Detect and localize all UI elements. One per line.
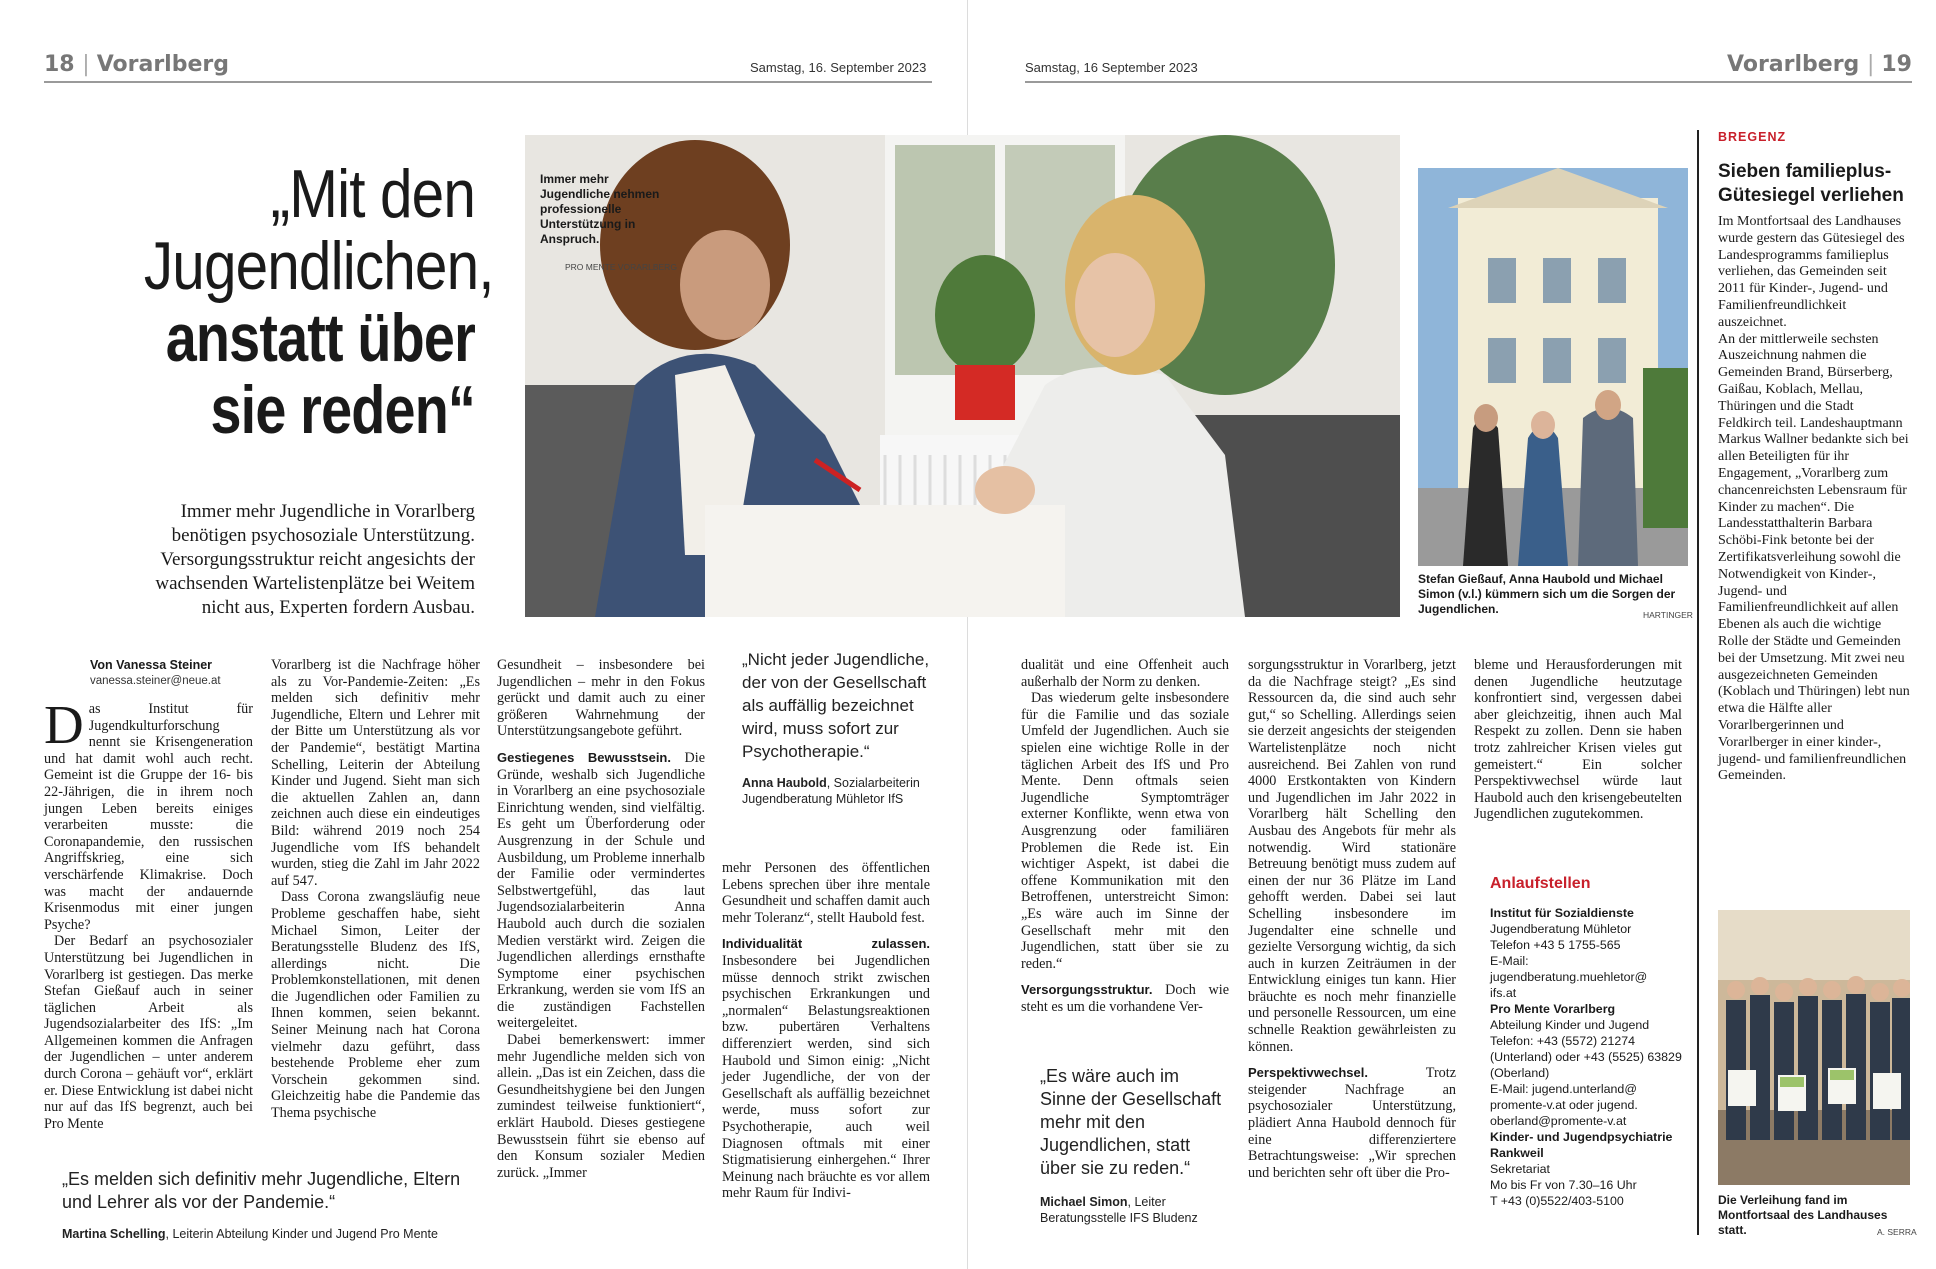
info-box bbox=[1490, 875, 1690, 1209]
group-photo bbox=[1718, 910, 1910, 1185]
article-lead: Immer mehr Jugendliche in Vorarlberg benötigen psychosoziale Unterstützung. Versorgungsstruktur reicht angesichts der wachsenden Wartelistenplätze bei Weitem nicht aus, Experten fordern Ausbau. bbox=[155, 501, 475, 618]
quote-text: „Es melden sich definitiv mehr Jugendliche, Eltern und Lehrer als vor der Pandemie.“ bbox=[62, 1169, 461, 1212]
paragraph: Gesundheit – insbesondere bei Jugendlichen – mehr in den Fokus gerückt und damit auch zu einer größeren Wahrnehmung der Unterstützungsangebote geführt. bbox=[497, 657, 705, 740]
author-email: vanessa.steiner@neue.at bbox=[90, 675, 221, 687]
info-line: Telefon: +43 (5572) 21274 (Unterland) oder +43 (5525) 63829 (Oberland) bbox=[1490, 1034, 1682, 1080]
paragraph: mehr Personen des öffentlichen Lebens sprechen über ihre mentale Gesundheit und schaffen damit auch mehr Toleranz“, stellt Haubold fest. bbox=[722, 860, 930, 926]
sidebar-divider bbox=[1697, 130, 1699, 1235]
paragraph: bleme und Herausforderungen mit denen Jugendliche heutzutage konfrontiert sind, vergessen dabei aber gleichzeitig, ihnen auch Mal Respekt zu zollen. Denn sie haben trotz zahlreicher Krisen vieles gut gemeistert.“ Ein solcher Perspektivwechsel würde laut Haubold auch den krisengebeutelten Jugendlichen zugutekommen. bbox=[1474, 657, 1682, 823]
section-name: Vorarlberg bbox=[1727, 52, 1860, 77]
pull-quote bbox=[1040, 1065, 1230, 1226]
quote-role: , Sozialarbeiterin Jugendberatung Mühletor IfS bbox=[742, 776, 920, 806]
paragraph: sorgungsstruktur in Vorarlberg, jetzt da die Nachfrage steigt? „Es sind Ressourcen da, die sind auch sehr gut,“ so Schelling. Allerdings seien sie derzeit angesichts der steigenden Wartelistenplätze noch nicht ausreichend. Bei Zahlen von rund 4000 Erstkontakten von Kindern und Jugendlichen im Jahr 2022 in Vorarlberg hält Schelling den Ausbau des Angebots für mehr als notwendig. Wird stationäre Betreuung benötigt muss zudem auf einen der nur 36 Plätze im Land gehofft werden. Dabei sei laut Schelling insbesondere im Jugendalter eine schnelle und gezielte Versorgung wichtig, da sich auch in kurzen Zeiträumen in der Entwicklung einiges tun kann. Hier bräuchte es noch mehr finanzielle und personelle Ressourcen, um eine schnelle Reaktion gewährleisten zu können. bbox=[1248, 657, 1456, 1055]
paragraph: as Institut für Jugendkulturforschung nennt sie Krisengeneration und hat damit wohl auch recht. Gemeint ist die Gruppe der 16- bis 22-Jährigen, die in ihrem noch jungen Leben bereits einiges verarbeiten musste: die Coronapandemie, den russischen Angriffskrieg, eine sich verschärfende Klimakrise. Doch was macht der andauernde Krisenmodus mit einer jungen Psyche? bbox=[44, 701, 253, 933]
info-line: Telefon +43 5 1755-565 bbox=[1490, 938, 1621, 952]
paragraph: An der mittlerweile sechsten Auszeichnung nahmen die Gemeinden Brand, Bürserberg, Gaißau, Koblach, Mellau, Thüringen und die Stadt Feldkirch teil. Landeshauptmann Markus Wallner bedankte sich bei allen Beteiligten für ihr Engagement, „Vorarlberg zum chancenreichsten Lebensraum für Kinder zu machen“. Die Landesstatthalterin Barbara Schöbi-Fink betonte bei der Zertifikatsverleihung sowohl die Notwendigkeit von Kinder-, Jugend- und Familienfreundlichkeit auf allen Ebenen als auch die wichtige Rolle der Städte und Gemeinden bei der Umsetzung. Mit zwei neu ausgezeichneten Gemeinden (Koblach und Thüringen) lebt nun etwa die Hälfte aller Vorarlbergerinnen und Vorarlberger in einer kinder-, jugend- und familienfreundlichen Gemeinden. bbox=[1718, 331, 1910, 784]
quote-source bbox=[742, 775, 942, 807]
byline: Von Vanessa Steiner bbox=[90, 658, 213, 672]
headline-line: anstatt über bbox=[165, 300, 475, 376]
info-line: Institut für Sozialdienste bbox=[1490, 906, 1634, 920]
info-line: Kinder- und Jugendpsychiatrie Rankweil bbox=[1490, 1130, 1673, 1160]
quote-text: „Nicht jeder Jugendliche, der von der Gesellschaft als auffällig bezeichnet wird, muss sofort zur Psychotherapie.“ bbox=[742, 650, 930, 761]
right-page-header: Vorarlberg | 19 bbox=[1727, 52, 1912, 77]
drop-cap: D bbox=[44, 694, 84, 755]
pull-quote bbox=[742, 648, 942, 807]
photo-credit: PRO MENTE VORARLBERG bbox=[565, 262, 677, 272]
article-column bbox=[271, 657, 480, 1122]
article-column bbox=[44, 657, 253, 1132]
info-line: oberland@promente-v.at bbox=[1490, 1114, 1627, 1128]
article-column bbox=[1248, 657, 1456, 1181]
issue-date: Samstag, 16 September 2023 bbox=[1025, 60, 1198, 75]
subheading: Versorgungsstruktur. bbox=[1021, 982, 1153, 998]
info-line: T +43 (0)5522/403-5100 bbox=[1490, 1194, 1624, 1208]
photo-caption: Immer mehr Jugendliche nehmen professionelle Unterstützung in Anspruch. bbox=[540, 172, 660, 246]
article-column bbox=[722, 860, 930, 1202]
photo-caption: Stefan Gießauf, Anna Haubold und Michael Simon (v.l.) kümmern sich um die Sorgen der Jugendlichen. bbox=[1418, 572, 1676, 616]
paragraph: Trotz steigender Nachfrage an psychosozialer Unterstützung, plädiert Anna Haubold dennoch für eine differenziertere Betrachtungsweise: „Wir sprechen und berichten sehr oft über die Pro- bbox=[1248, 1065, 1456, 1181]
photo-caption: Die Verleihung fand im Montfortsaal des Landhauses statt. bbox=[1718, 1193, 1888, 1237]
quote-source bbox=[1040, 1194, 1230, 1226]
paragraph: Vorarlberg ist die Nachfrage höher als zu Vor-Pandemie-Zeiten: „Es melden sich definitiv mehr Jugendliche, Eltern und Lehrer mit der Bitte um Unterstützung als vor der Pandemie“, bestätigt Martina Schelling, Leiterin der Abteilung Kinder und Jugend. Sieht man sich die aktuellen Zahlen an, dann zeichnen auch diese ein eindeutiges Bild: während 2019 noch 254 Jugendliche vom IfS behandelt wurden, stieg die Zahl im Jahr 2022 auf 547. bbox=[271, 657, 480, 889]
paragraph: Doch wie steht es um die vorhandene Ver- bbox=[1021, 982, 1229, 1015]
paragraph: Dass Corona zwangsläufig neue Probleme geschaffen habe, sieht Michael Simon, Leiter der Beratungsstelle Bludenz des IfS, allerdings nicht. Die Problemkonstellationen, mit denen die Jugendlichen oder Familien zu Ihnen kommen, seien bekannt. Seiner Meinung nach hat Corona vielmehr dazu geführt, dass bestehende Probleme eher zum Vorschein gekommen sind. Gleichzeitig habe die Pandemie das Thema psychische bbox=[271, 889, 480, 1122]
quote-name: Anna Haubold bbox=[742, 776, 827, 790]
left-page-header: 18 | Vorarlberg bbox=[44, 52, 229, 77]
info-line: Mo bis Fr von 7.30–16 Uhr bbox=[1490, 1178, 1637, 1192]
page-number: 18 bbox=[44, 52, 75, 77]
quote-text: „Es wäre auch im Sinne der Gesellschaft mehr mit den Jugendlichen, statt über sie zu reden.“ bbox=[1040, 1066, 1222, 1178]
paragraph: dualität und eine Offenheit auch außerhalb der Norm zu denken. bbox=[1021, 657, 1229, 690]
info-box-body bbox=[1490, 905, 1690, 1209]
paragraph: Die Gründe, weshalb sich Jugendliche in Vorarlberg an eine psychosoziale Einrichtung wenden, sind vielfältig. Es geht um Überforderung oder Ausgrenzung in der Schule und Ausbildung, um Probleme innerhalb der Familie oder vermindertes Selbstwertgefühl, das laut Jugendsozialarbeiterin Anna Haubold auch durch die sozialen Medien verstärkt wird. Zeigen die Jugendlichen allerdings ernsthafte Symptome einer psychischen Erkrankung, werden sie vom IfS an die zuständigen Fachstellen weitergeleitet. bbox=[497, 749, 705, 1032]
subheading: Individualität zulassen. bbox=[722, 936, 930, 952]
header-rule bbox=[1025, 81, 1912, 83]
paragraph: Insbesondere bei Jugendlichen müsse dennoch strikt zwischen psychischen Erkrankungen und „normalen“ Belastungsreaktionen bzw. pubertären Verhaltens differenziert werden, sind sich Haubold und Simon einig: „Nicht jeder Jugendliche, der von der Gesellschaft als auffällig bezeichnet werde, muss sofort zur Psychotherapie, auch weil Diagnosen oftmals mit einer Stigmatisierung einhergehen.“ Ihrer Meinung nach bräuchte es vor allem mehr Raum für Indivi- bbox=[722, 952, 930, 1202]
info-line: promente-v.at oder jugend. bbox=[1490, 1098, 1638, 1112]
article-column bbox=[1474, 657, 1682, 823]
info-line: Abteilung Kinder und Jugend bbox=[1490, 1018, 1650, 1032]
subheading: Gestiegenes Bewusstsein. bbox=[497, 749, 671, 765]
headline-line: sie reden“ bbox=[210, 372, 475, 448]
issue-date: Samstag, 16. September 2023 bbox=[750, 60, 927, 75]
team-photo bbox=[1418, 168, 1688, 566]
info-line: E-Mail: jugend.unterland@ bbox=[1490, 1082, 1637, 1096]
paragraph: Das wiederum gelte insbesondere für die Familie und das soziale Umfeld der Jugendlichen. Auch sie spielen eine wichtige Rolle in der täglichen Arbeit des IfS und Pro Mente. Denn oftmals seien Jugendliche Symptomträger externer Konflikte, wenn etwa von Ausgrenzung oder familiären Problemen die Rede ist. Ein wichtiger Aspekt, ist dabei die offene Kommunikation mit den Betroffenen, unterstreicht Simon: „Es wäre auch im Sinne der Gesellschaft mehr mit den Jugendlichen, statt über sie zu reden.“ bbox=[1021, 690, 1229, 972]
info-line: ifs.at bbox=[1490, 986, 1517, 1000]
article-headline bbox=[90, 156, 494, 448]
headline-line: Jugendlichen, bbox=[143, 228, 494, 304]
quote-name: Michael Simon bbox=[1040, 1195, 1128, 1209]
page-number: 19 bbox=[1881, 52, 1912, 77]
section-name: Vorarlberg bbox=[96, 52, 229, 77]
paragraph: Der Bedarf an psychosozialer Unterstützung bei Jugendlichen in Vorarlberg ist gestiegen. Das merke Stefan Gießauf auch in seiner täglichen Arbeit als Jugendsozialarbeiter des IfS: „Im Allgemeinen kommen die Anfragen der Jugendlichen – unter anderem durch Corona – gehäuft vor“, erklärt er. Diese Entwicklung ist dabei nicht nur auf das IfS begrenzt, auch bei Pro Mente bbox=[44, 933, 253, 1132]
photo-credit: A. SERRA bbox=[1877, 1227, 1917, 1237]
headline-line: „Mit den bbox=[270, 156, 475, 232]
sidebar-article bbox=[1718, 130, 1910, 785]
info-line: Pro Mente Vorarlberg bbox=[1490, 1002, 1616, 1016]
photo-credit: HARTINGER bbox=[1643, 610, 1693, 620]
quote-name: Martina Schelling bbox=[62, 1227, 166, 1241]
header-rule bbox=[44, 81, 932, 83]
info-box-title: Anlaufstellen bbox=[1490, 875, 1591, 892]
quote-role: , Leiter Beratungsstelle IFS Bludenz bbox=[1040, 1195, 1198, 1225]
article-column bbox=[497, 657, 705, 1181]
info-line: jugendberatung.muehletor@ bbox=[1490, 970, 1648, 984]
quote-source bbox=[62, 1226, 472, 1242]
paragraph: Im Montfortsaal des Landhauses wurde gestern das Gütesiegel des Landesprogramms familieplus verliehen, das Gemeinden seit 2011 für Kinder-, Jugend- und Familienfreundlichkeit auszeichnet. bbox=[1718, 214, 1905, 330]
info-line: Jugendberatung Mühletor bbox=[1490, 922, 1632, 936]
paragraph: Dabei bemerkenswert: immer mehr Jugendliche melden sich von allein. „Das ist ein Zeichen, dass die Gesundheitshygiene bei den Jungen zumindest teilweise funktioniert“, erklärt Haubold. Dieses gestiegene Bewusstsein führt sie ebenso auf den Konsum sozialer Medien zurück. „Immer bbox=[497, 1032, 705, 1181]
sidebar-body bbox=[1718, 214, 1910, 785]
pull-quote bbox=[62, 1168, 472, 1242]
subheading: Perspektivwechsel. bbox=[1248, 1065, 1368, 1081]
quote-role: , Leiterin Abteilung Kinder und Jugend Pro Mente bbox=[165, 1227, 438, 1241]
info-line: E-Mail: bbox=[1490, 954, 1529, 968]
sidebar-headline: Sieben familieplus-Gütesiegel verliehen bbox=[1718, 161, 1904, 206]
info-line: Sekretariat bbox=[1490, 1162, 1550, 1176]
sidebar-kicker: BREGENZ bbox=[1718, 130, 1787, 144]
article-column bbox=[1021, 657, 1229, 1015]
